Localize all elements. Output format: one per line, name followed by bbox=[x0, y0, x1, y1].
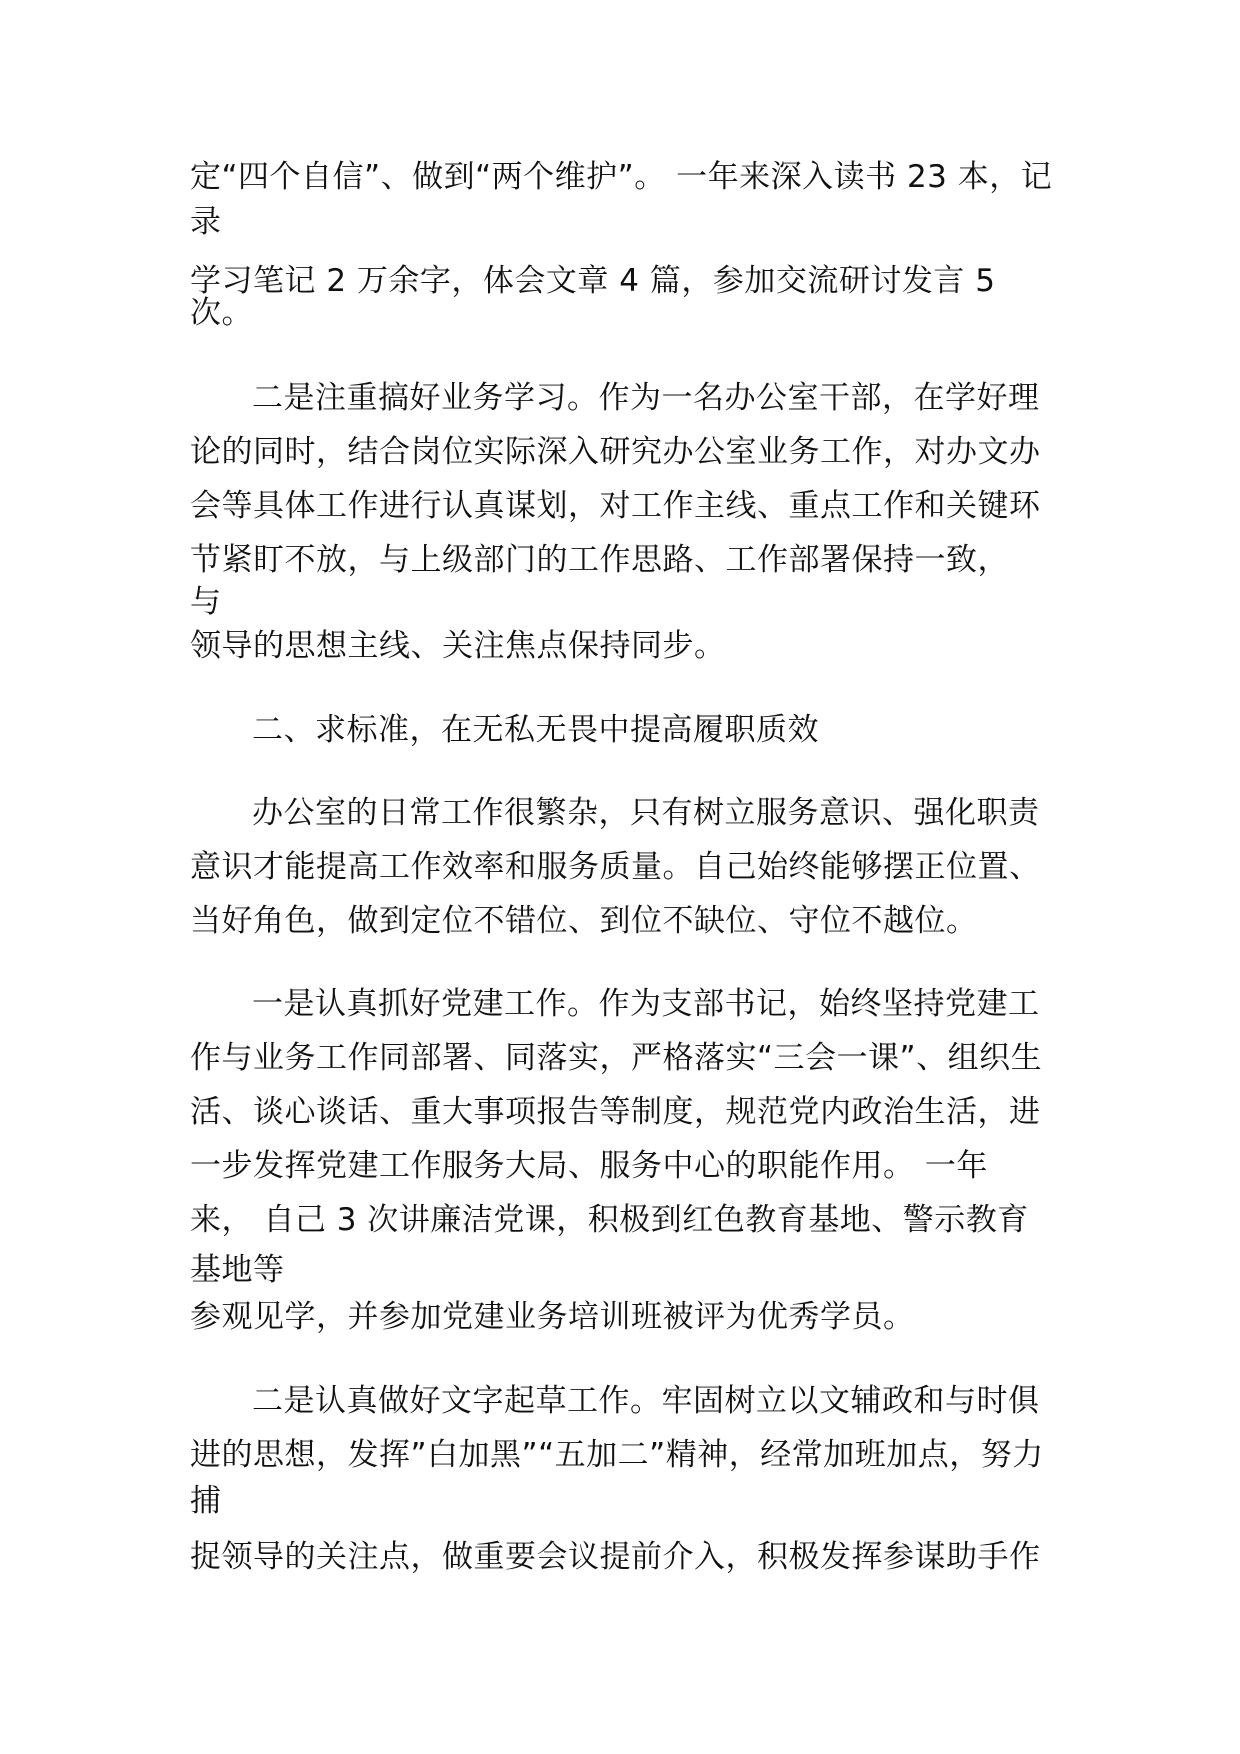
text-line: 一步发挥党建工作服务大局、服务中心的职能作用。 一年 bbox=[190, 1148, 988, 1184]
text-line: 活、谈心谈话、重大事项报告等制度，规范党内政治生活，进 bbox=[190, 1094, 1041, 1130]
text-line: 定“四个自信”、做到“两个维护”。 一年来深入读书 23 本，记 bbox=[190, 159, 1053, 195]
text-line: 参观见学，并参加党建业务培训班被评为优秀学员。 bbox=[190, 1299, 915, 1335]
paragraph-start: 办公室的日常工作很繁杂，只有树立服务意识、强化职责 bbox=[252, 795, 1040, 831]
text-line: 捕 bbox=[190, 1483, 222, 1519]
text-line: 论的同时，结合岗位实际深入研究办公室业务工作，对办文办 bbox=[190, 434, 1041, 470]
text-line: 作与业务工作同部署、同落实，严格落实“三会一课”、组织生 bbox=[190, 1040, 1043, 1076]
text-line: 学习笔记 2 万余字，体会文章 4 篇，参加交流研讨发言 5 bbox=[190, 263, 996, 299]
text-line: 来， 自己 3 次讲廉洁党课，积极到红色教育基地、警示教育 bbox=[190, 1202, 1029, 1238]
text-line: 意识才能提高工作效率和服务质量。自己始终能够摆正位置、 bbox=[190, 849, 1041, 885]
text-line: 进的思想，发挥”白加黑”“五加二”精神，经常加班加点，努力 bbox=[190, 1437, 1044, 1473]
text-line: 节紧盯不放，与上级部门的工作思路、工作部署保持一致， bbox=[190, 542, 1009, 578]
paragraph-start: 一是认真抓好党建工作。作为支部书记，始终坚持党建工 bbox=[252, 986, 1040, 1022]
text-line: 当好角色，做到定位不错位、到位不缺位、守位不越位。 bbox=[190, 903, 978, 939]
text-line: 会等具体工作进行认真谋划，对工作主线、重点工作和关键环 bbox=[190, 488, 1041, 524]
text-line: 与 bbox=[190, 584, 222, 620]
text-line: 录 bbox=[190, 204, 222, 240]
paragraph-start: 二是注重搞好业务学习。作为一名办公室干部，在学好理 bbox=[252, 380, 1040, 416]
text-line: 捉领导的关注点，做重要会议提前介入，积极发挥参谋助手作 bbox=[190, 1539, 1041, 1575]
section-heading: 二、求标准，在无私无畏中提高履职质效 bbox=[252, 712, 819, 748]
paragraph-start: 二是认真做好文字起草工作。牢固树立以文辅政和与时俱 bbox=[252, 1383, 1040, 1419]
text-line: 领导的思想主线、关注焦点保持同步。 bbox=[190, 628, 726, 664]
text-line: 次。 bbox=[190, 295, 253, 331]
text-line: 基地等 bbox=[190, 1252, 285, 1288]
